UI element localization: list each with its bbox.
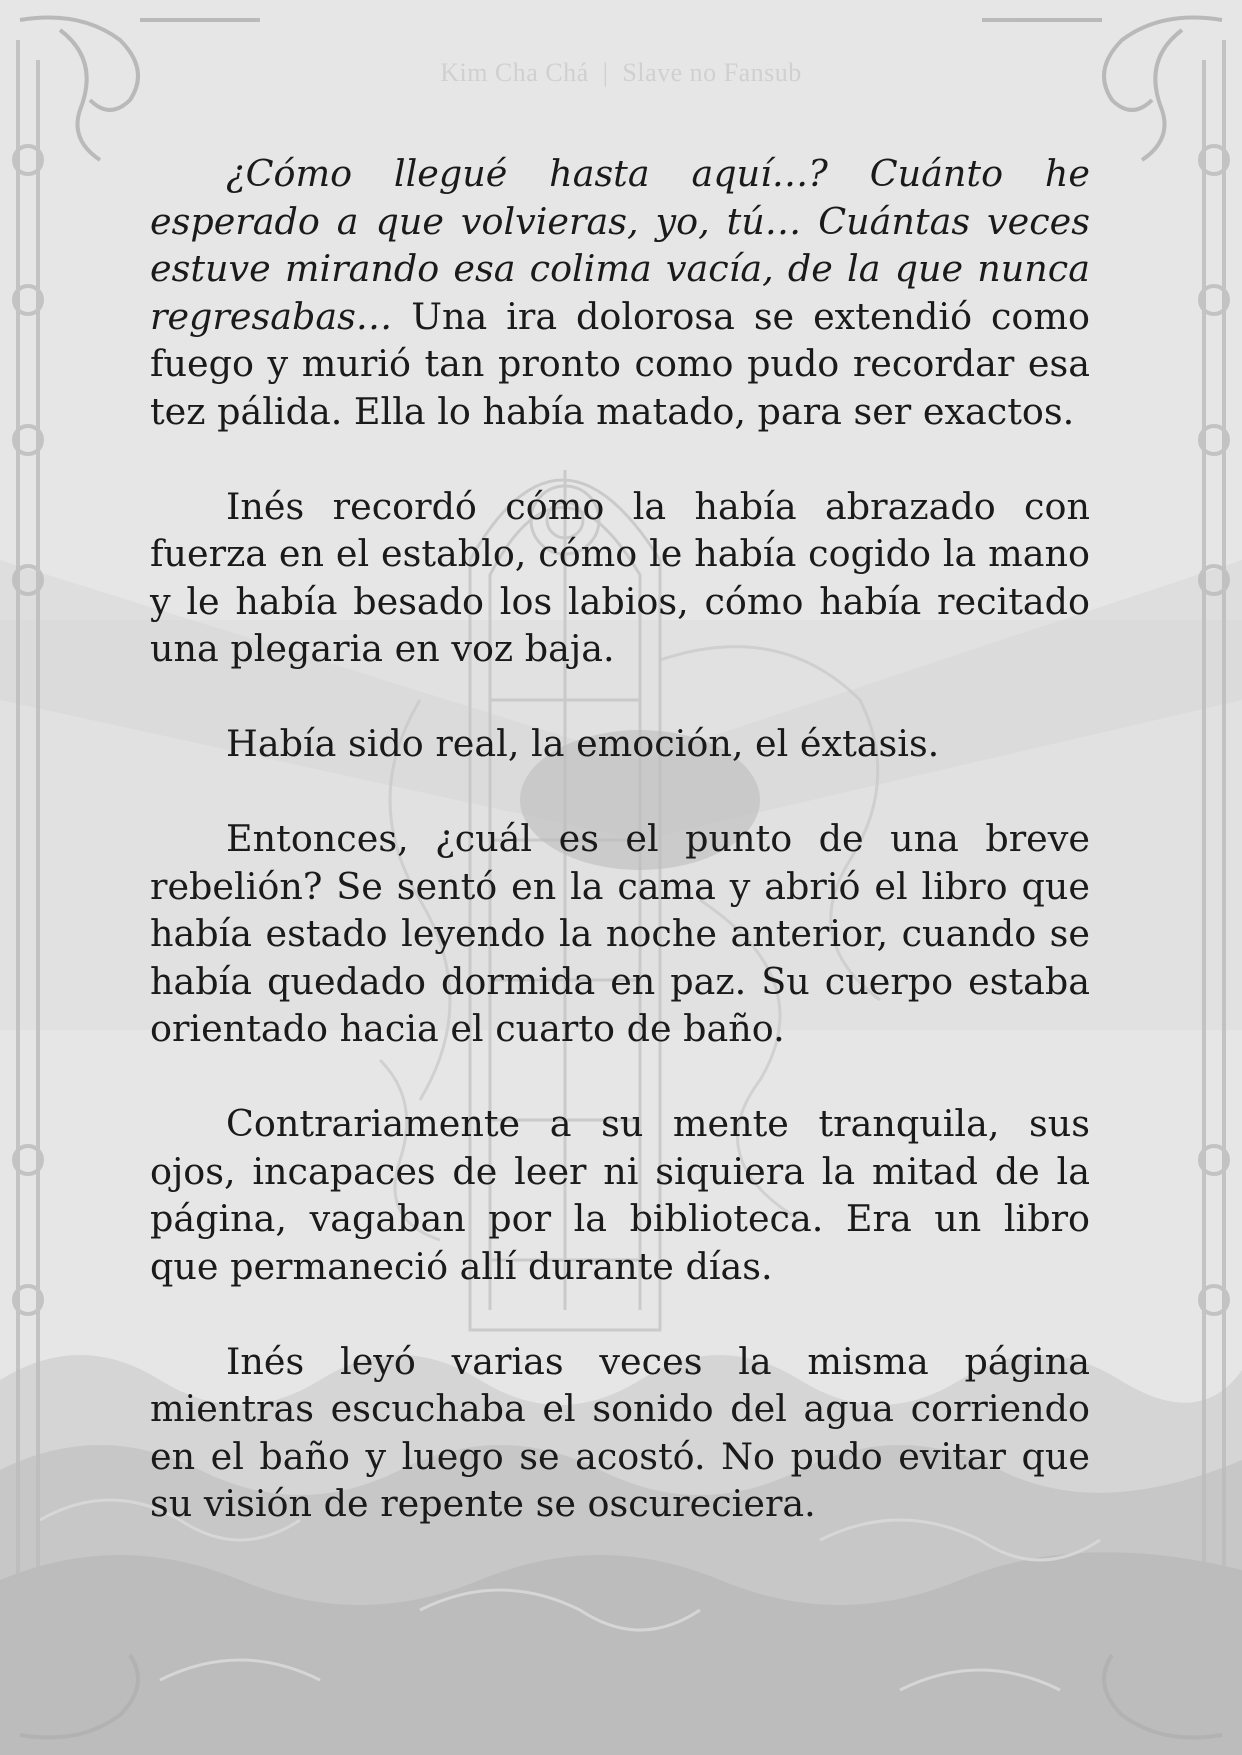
paragraph-italic: ¿Cómo llegué hasta aquí…? Cuánto he esperado a que volvieras, yo, tú… Cuántas veces estuve mirando esa colima vacía, de la que nunca regresabas… [150, 152, 1090, 338]
body-text [150, 150, 1090, 1528]
paragraph [150, 483, 1090, 673]
paragraph [150, 150, 1090, 435]
header-right: Slave no Fansub [622, 58, 802, 87]
paragraph [150, 720, 1090, 768]
paragraph-text: Contrariamente a su mente tranquila, sus ojos, incapaces de leer ni siquiera la mitad de la página, vagaban por la biblioteca. Era un libro que permaneció allí durante días. [150, 1102, 1090, 1288]
header-left: Kim Cha Chá [440, 58, 589, 87]
paragraph-text: Inés leyó varias veces la misma página mientras escuchaba el sonido del agua corriendo en el baño y luego se acostó. No pudo evitar que su visión de repente se oscureciera. [150, 1339, 1090, 1525]
paragraph-text: Una ira dolorosa se extendió como fuego y murió tan pronto como pudo recordar esa tez pálida. Ella lo había matado, para ser exactos. [150, 294, 1090, 433]
paragraph [150, 1338, 1090, 1528]
paragraph-text: Entonces, ¿cuál es el punto de una breve rebelión? Se sentó en la cama y abrió el libro que había estado leyendo la noche anterior, cuando se había quedado dormida en paz. Su cuerpo estaba orientado hacia el cuarto de baño. [150, 817, 1090, 1050]
paragraph [150, 1100, 1090, 1290]
paragraph [150, 815, 1090, 1053]
paragraph-text: Había sido real, la emoción, el éxtasis. [226, 722, 940, 765]
page-header [0, 58, 1242, 88]
paragraph-text: Inés recordó cómo la había abrazado con fuerza en el establo, cómo le había cogido la mano y le había besado los labios, cómo había recitado una plegaria en voz baja. [150, 484, 1090, 670]
header-separator: | [602, 58, 609, 87]
